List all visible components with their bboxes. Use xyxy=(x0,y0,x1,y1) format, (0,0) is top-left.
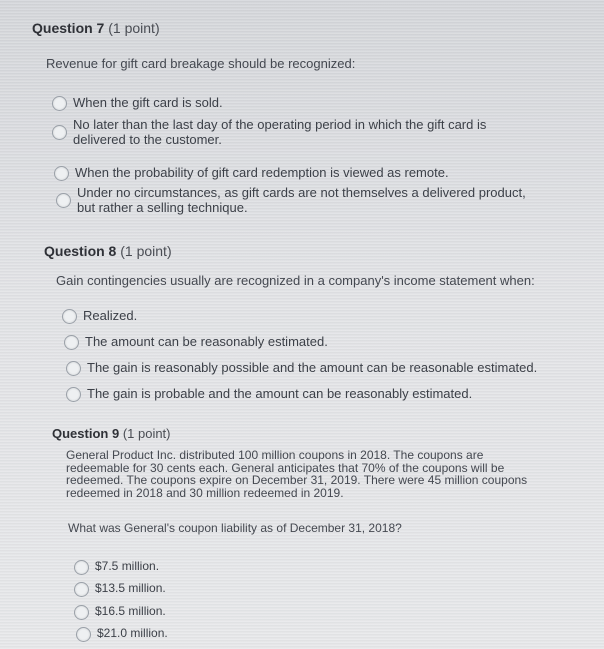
radio-button[interactable] xyxy=(74,582,89,597)
question-8-title xyxy=(44,243,172,259)
q9-option-4[interactable] xyxy=(76,626,376,642)
question-9-title xyxy=(52,426,171,441)
question-7-label: Question 7 xyxy=(32,20,105,36)
question-8-label: Question 8 xyxy=(44,243,117,259)
radio-button[interactable] xyxy=(54,166,69,181)
q8-option-1[interactable] xyxy=(62,308,562,324)
radio-button[interactable] xyxy=(74,605,89,620)
question-9-question: What was General's coupon liability as of December 31, 2018? xyxy=(68,521,402,535)
question-9-label: Question 9 xyxy=(52,426,120,441)
q7-option-1-label: When the gift card is sold. xyxy=(73,95,223,110)
question-8-stem: Gain contingencies usually are recognized in a company's income statement when: xyxy=(56,273,535,288)
q8-option-2[interactable] xyxy=(64,334,564,350)
question-9-stem: General Product Inc. distributed 100 million coupons in 2018. The coupons are redeemable for 30 cents each. General anticipates that 70% of the coupons will be redeemed. The coupons expire on December 31, 2019. There were 45 million coupons redeemed in 2018 and 30 million redeemed in 2019. xyxy=(66,448,528,500)
q7-option-3-label: When the probability of gift card redemption is viewed as remote. xyxy=(75,165,449,180)
radio-button[interactable] xyxy=(76,627,91,642)
q9-option-1-label: $7.5 million. xyxy=(95,559,160,573)
radio-button[interactable] xyxy=(52,125,67,140)
q7-option-2[interactable] xyxy=(52,117,522,147)
q7-option-2-label: No later than the last day of the operating period in which the gift card is delivered to the customer. xyxy=(73,117,487,147)
q8-option-1-label: Realized. xyxy=(83,308,138,323)
q9-option-4-label: $21.0 million. xyxy=(97,626,168,640)
radio-button[interactable] xyxy=(74,560,89,575)
question-9-points: (1 point) xyxy=(122,426,171,441)
q8-option-2-label: The amount can be reasonably estimated. xyxy=(85,334,328,349)
q8-option-3[interactable] xyxy=(66,360,596,376)
radio-button[interactable] xyxy=(62,309,77,324)
question-7-stem: Revenue for gift card breakage should be recognized: xyxy=(46,56,356,71)
radio-button[interactable] xyxy=(66,387,81,402)
radio-button[interactable] xyxy=(64,335,79,350)
q7-option-4[interactable] xyxy=(56,185,536,215)
question-8-points: (1 point) xyxy=(120,243,172,259)
q8-option-4-label: The gain is probable and the amount can be reasonably estimated. xyxy=(87,386,473,401)
q7-option-1[interactable] xyxy=(52,95,552,111)
radio-button[interactable] xyxy=(66,361,81,376)
q7-option-3[interactable] xyxy=(54,165,534,181)
q9-option-3[interactable] xyxy=(74,604,374,620)
radio-button[interactable] xyxy=(52,96,67,111)
q9-option-2-label: $13.5 million. xyxy=(95,581,166,595)
q7-option-4-label: Under no circumstances, as gift cards are not themselves a delivered product, but rather a selling technique. xyxy=(77,185,526,215)
q9-option-3-label: $16.5 million. xyxy=(95,604,166,618)
question-7-title xyxy=(32,20,160,36)
radio-button[interactable] xyxy=(56,193,71,208)
q8-option-4[interactable] xyxy=(66,386,566,402)
q9-option-1[interactable] xyxy=(74,559,374,575)
question-7-points: (1 point) xyxy=(108,20,160,36)
q9-option-2[interactable] xyxy=(74,581,374,597)
q8-option-3-label: The gain is reasonably possible and the amount can be reasonable estimated. xyxy=(87,360,538,375)
